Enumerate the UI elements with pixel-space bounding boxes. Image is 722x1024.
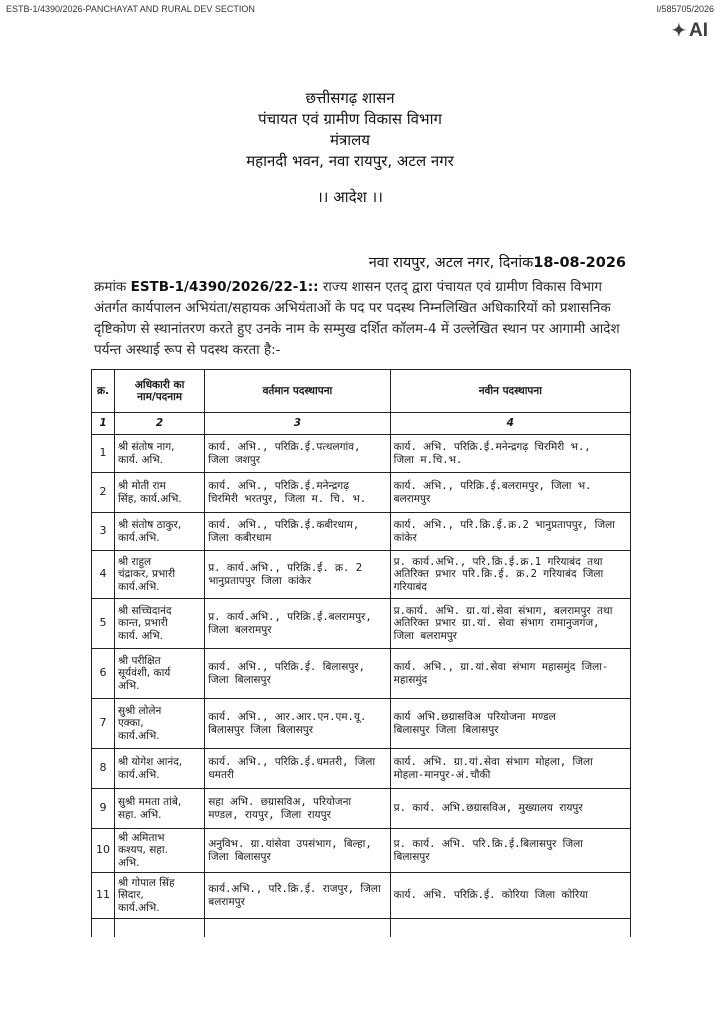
officer-name: श्री संतोष ठाकुर, कार्य.अभि. (114, 513, 204, 551)
row-serial: 6 (92, 649, 115, 699)
empty-cell (205, 919, 390, 938)
letterhead (200, 88, 500, 172)
officer-name: श्री गोपाल सिंह सिदार, कार्य.अभि. (114, 873, 204, 919)
inward-number: I/585705/2026 (656, 4, 714, 14)
order-paragraph (94, 277, 634, 361)
current-posting: कार्य. अभि., परिक्रि.ई.कबीरधाम, जिला कबीरधाम (205, 513, 390, 551)
officer-name: श्री अमिताभ कश्यप, सहा. अभि. (114, 829, 204, 873)
order-text: राज्य शासन एतद् द्वारा पंचायत एवं ग्रामीण विकास विभाग अंतर्गत कार्यपालन अभियंता/सहायक अभियंताओं के पद पर पदस्थ निम्नलिखित अधिकारियों को प्रशासनिक दृष्टिकोण से स्थानांतरण करते हुए उनके नाम के सम्मुख दर्शित कॉलम-4 में उल्लेखित स्थान पर आगामी आदेश पर्यन्त अस्थाई रूप से पदस्थ करता है:- (94, 279, 620, 358)
officer-name: सुश्री लोलेन एक्का, कार्य.अभि. (114, 699, 204, 749)
current-posting: कार्य. अभि., परिक्रि.ई. बिलासपुर, जिला बिलासपुर (205, 649, 390, 699)
govt-name: छत्तीसगढ़ शासन (305, 89, 395, 107)
file-reference: ESTB-1/4390/2026-PANCHAYAT AND RURAL DEV SECTION (6, 4, 255, 14)
ai-badge-label: AI (689, 20, 708, 41)
new-posting: कार्य. अभि., परिक्रि.ई.बलरामपुर, जिला भ. बलरामपुर (390, 473, 630, 513)
table-row (92, 513, 631, 551)
table-row (92, 699, 631, 749)
new-posting: कार्य. अभि. ग्रा.यां.सेवा संभाग मोहला, जिला मोहला-मानपुर-अं.चौकी (390, 749, 630, 789)
current-posting: प्र. कार्य.अभि., परिक्रि.ई. क्र. 2 भानुप्रतापपुर जिला कांकेर (205, 551, 390, 599)
column-number: 4 (390, 413, 630, 435)
empty-cell (92, 919, 115, 938)
row-serial: 5 (92, 599, 115, 649)
row-serial: 3 (92, 513, 115, 551)
table-row (92, 749, 631, 789)
current-posting: अनुविभ. ग्रा.यांसेवा उपसंभाग, बिल्हा, जिला बिलासपुर (205, 829, 390, 873)
column-number: 2 (114, 413, 204, 435)
officer-name: श्री परीक्षित सूर्यवंशी, कार्य अभि. (114, 649, 204, 699)
table-row (92, 551, 631, 599)
current-posting: कार्य. अभि., परिक्रि.ई.धमतरी, जिला धमतरी (205, 749, 390, 789)
new-posting: प्र.कार्य. अभि. ग्रा.यां.सेवा संभाग, बलरामपुर तथा अतिरिक्त प्रभार ग्रा.यां. सेवा संभाग रामानुजगंज, जिला बलरामपुर (390, 599, 630, 649)
office-address: महानदी भवन, नवा रायपुर, अटल नगर (246, 152, 454, 170)
row-serial: 2 (92, 473, 115, 513)
table-row (92, 789, 631, 829)
row-serial: 11 (92, 873, 115, 919)
table-header-row (92, 370, 631, 413)
header-sn: क्र. (92, 370, 115, 413)
column-number-row (92, 413, 631, 435)
new-posting: कार्य. अभि. परिक्रि.ई.मनेन्द्रगढ़ चिरमिरी भ., जिला म.चि.भ. (390, 435, 630, 473)
new-posting: प्र. कार्य. अभि. परि.क्रि.ई.बिलासपुर जिला बिलासपुर (390, 829, 630, 873)
ai-badge[interactable] (672, 20, 708, 42)
row-serial: 9 (92, 789, 115, 829)
row-serial: 10 (92, 829, 115, 873)
empty-cell (390, 919, 630, 938)
table-row (92, 473, 631, 513)
officer-name: श्री योगेश आनंद, कार्य.अभि. (114, 749, 204, 789)
new-posting: प्र. कार्य.अभि., परि.क्रि.ई.क्र.1 गरियाबंद तथा अतिरिक्त प्रभार परि.क्रि.ई. क्र.2 गरियाबंद जिला गरियाबंद (390, 551, 630, 599)
officer-name: श्री मोती राम सिंह, कार्य.अभि. (114, 473, 204, 513)
row-serial: 4 (92, 551, 115, 599)
table-row (92, 599, 631, 649)
order-number: ESTB-1/4390/2026/22-1:: (130, 279, 319, 295)
new-posting: कार्य अभि.छग्रासविअ परियोजना मण्डल बिलासपुर जिला बिलासपुर (390, 699, 630, 749)
sparkle-icon: ✦ (671, 21, 686, 40)
officer-name: श्री संतोष नाग, कार्य. अभि. (114, 435, 204, 473)
column-number: 3 (205, 413, 390, 435)
table-row (92, 435, 631, 473)
row-serial: 8 (92, 749, 115, 789)
officer-name: सुश्री ममता तांबे, सहा. अभि. (114, 789, 204, 829)
order-date: 18-08-2026 (533, 255, 626, 271)
date-place: नवा रायपुर, अटल नगर, दिनांक (368, 255, 534, 271)
empty-cell (114, 919, 204, 938)
header-new-posting: नवीन पदस्थापना (390, 370, 630, 413)
current-posting: सहा अभि. छग्रासविअ, परियोजना मण्डल, रायपुर, जिला रायपुर (205, 789, 390, 829)
officer-name: श्री राहुल चंद्राकर, प्रभारी कार्य.अभि. (114, 551, 204, 599)
ministry-name: मंत्रालय (329, 131, 370, 149)
current-posting: कार्य. अभि., परिक्रि.ई.पत्थलगांव, जिला जशपुर (205, 435, 390, 473)
order-number-prefix: क्रमांक (94, 279, 127, 295)
table-continuation-row (92, 919, 631, 938)
order-title: ।। आदेश ।। (317, 188, 383, 206)
row-serial: 1 (92, 435, 115, 473)
current-posting: कार्य.अभि., परि.क्रि.ई. राजपुर, जिला बलरामपुर (205, 873, 390, 919)
new-posting: कार्य. अभि., परि.क्रि.ई.क्र.2 भानुप्रतापपुर, जिला कांकेर (390, 513, 630, 551)
column-number: 1 (92, 413, 115, 435)
new-posting: कार्य. अभि., ग्रा.यां.सेवा संभाग महासमुंद जिला- महासमुंद (390, 649, 630, 699)
new-posting: कार्य. अभि. परिक्रि.ई. कोरिया जिला कोरिया (390, 873, 630, 919)
officer-name: श्री सच्चिदानंद कान्त, प्रभारी कार्य. अभि. (114, 599, 204, 649)
department-name: पंचायत एवं ग्रामीण विकास विभाग (258, 110, 442, 128)
transfer-table (91, 369, 631, 937)
table-row (92, 873, 631, 919)
current-posting: कार्य. अभि., परिक्रि.ई.मनेन्द्रगढ़ चिरमिरी भरतपुर, जिला म. चि. भ. (205, 473, 390, 513)
table-row (92, 829, 631, 873)
table-row (92, 649, 631, 699)
header-officer: अधिकारी का नाम/पदनाम (114, 370, 204, 413)
current-posting: कार्य. अभि., आर.आर.एन.एम.यू. बिलासपुर जिला बिलासपुर (205, 699, 390, 749)
new-posting: प्र. कार्य. अभि.छग्रासविअ, मुख्यालय रायपुर (390, 789, 630, 829)
current-posting: प्र. कार्य.अभि., परिक्रि.ई.बलरामपुर, जिला बलरामपुर (205, 599, 390, 649)
date-line (369, 252, 626, 272)
header-current-posting: वर्तमान पदस्थापना (205, 370, 390, 413)
row-serial: 7 (92, 699, 115, 749)
